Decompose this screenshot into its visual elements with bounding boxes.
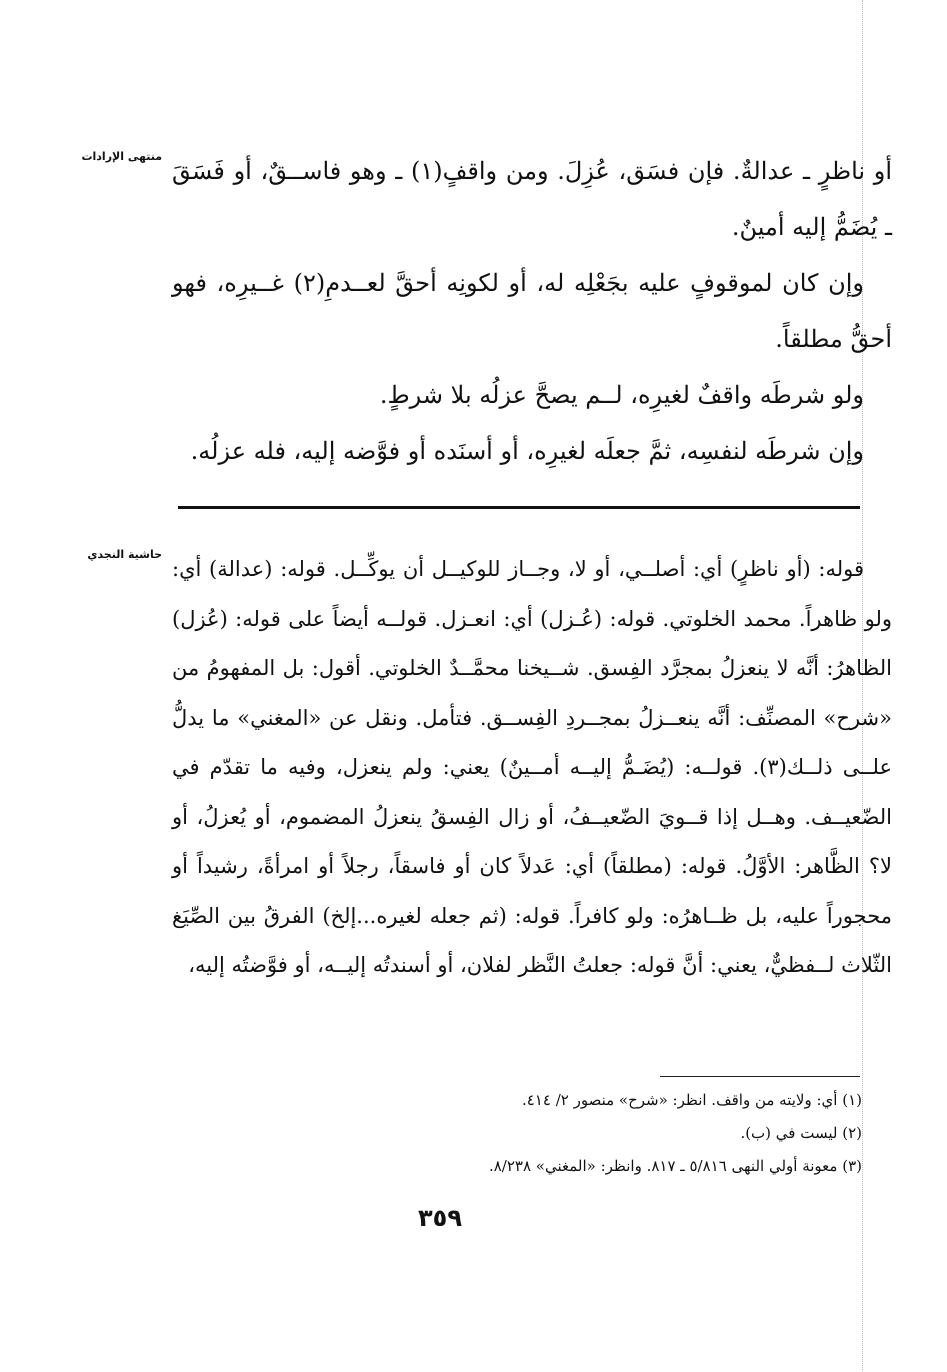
matn-text-block [172,143,892,479]
page-number: ٣٥٩ [418,1204,462,1232]
matn-paragraph: أو ناظرٍ ـ عدالةٌ. فإن فسَق، عُزِلَ. ومن واقفٍ(١) ـ وهو فاســقٌ، أو فَسَقَ ـ يُضَمُّ إليه أمينٌ. [172,157,892,241]
hashiya-paragraph: قوله: (أو ناظرٍ) أي: أصلــي، أو لا، وجــاز للوكيــل أن يوكِّــل. قوله: (عدالة) أي: ولو ظاهراً. محمد الخلوتي. قوله: (عُـزل) أي: انعـزل. قولــه أيضاً على قوله: (عُزل) الظاهرُ: أنَّه لا ينعزلُ بمجرَّد الفِسق. شــيخنا محمَّــدٌ الخلوتي. أقول: بل المفهومُ من «شرح» المصنِّف: أنَّه ينعــزلُ بمجــردِ الفِســق. فتأمل. ونقل عن «المغني» ما يدلُّ علــى ذلــك(٣). قولــه: (يُضَـمُّ إليــه أمــينٌ) يعني: ولم ينعزل، وفيه ما تقدّم في الضّعيــف. وهــل إذا قــويَ الضّعيــفُ، أو زال الفِسقُ ينعزلُ المضموم، أو يُعزلُ، أو لا؟ الظَّاهر: الأوَّلُ. قوله: (مطلقاً) أي: عَدلاً كان أو فاسقاً، رجلاً أو امرأةً، رشيداً أو محجوراً عليه، بل ظــاهرُه: ولو كافراً. قوله: (ثم جعله لغيره...إلخ) الفرقُ بين الصِّيَغ الثّلاث لــفظيٌّ، يعني: أنَّ قوله: جعلتُ النَّظر لفلان، أو أسندتُه إليــه، أو فوَّضتُه إليه، [172,557,892,977]
hashiya-commentary-block [172,545,892,991]
side-label-hashiya: حاشية النجدي [87,548,162,561]
matn-paragraph: ولو شرطَه واقفٌ لغيرِه، لــم يصحَّ عزلُه بلا شرطٍ. [379,381,864,409]
footnote-3: (٣) معونة أولي النهى ٥/٨١٦ ـ ٨١٧. وانظر: «المغني» ٨/٢٣٨. [488,1157,862,1175]
side-label-muntaha: منتهى الإرادات [81,150,162,163]
footnote-2: (٢) ليست في (ب). [740,1124,862,1142]
footnote-separator [660,1076,860,1077]
footnote-1: (١) أي: ولايته من واقف. انظر: «شرح» منصور ٢/ ٤١٤. [521,1091,862,1109]
matn-paragraph: وإن كان لموقوفٍ عليه بجَعْلِه له، أو لكونِه أحقَّ لعــدمِ(٢) غــيرِه، فهو أحقُّ مطلقاً. [172,269,892,353]
footnotes [172,1084,862,1183]
matn-paragraph: وإن شرطَه لنفسِه، ثمَّ جعلَه لغيرِه، أو أسنَده أو فوَّضه إليه، فله عزلُه. [190,437,864,465]
section-divider [178,506,860,509]
